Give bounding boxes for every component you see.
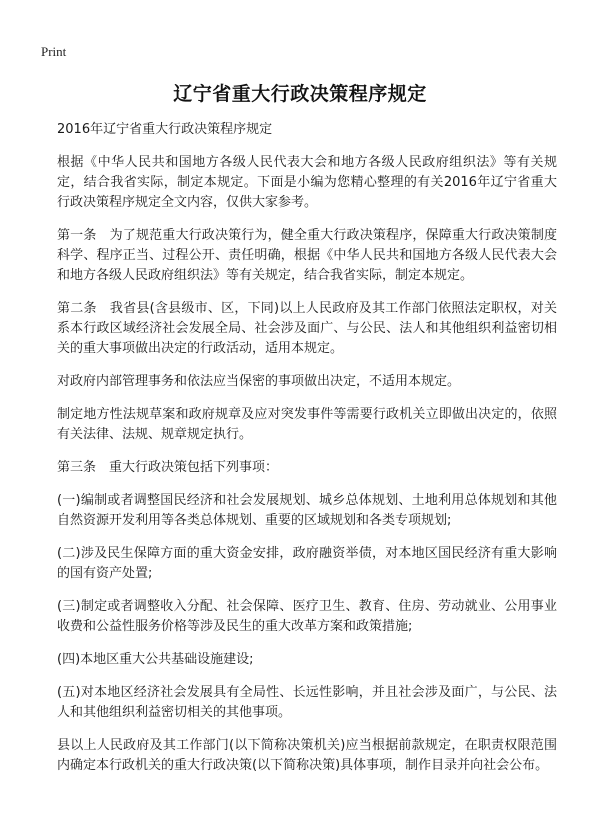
paragraph-article-1: 第一条 为了规范重大行政决策行为，健全重大行政决策程序，保障重大行政决策制度科学、程序正当、过程公开、责任明确，根据《中华人民共和国地方各级人民代表大会和地方各级人民政府组织法》等有关规定，结合我省实际，制定本规定。 [57, 228, 557, 283]
paragraph-item-2: (二)涉及民生保障方面的重大资金安排，政府融资举债，对本地区国民经济有重大影响的国有资产处置; [57, 546, 557, 581]
paragraph-item-1: (一)编制或者调整国民经济和社会发展规划、城乡总体规划、土地利用总体规划和其他自然资源开发利用等各类总体规划、重要的区域规划和各类专项规划; [57, 493, 557, 528]
paragraph-article-2-exception: 制定地方性法规草案和政府规章及应对突发事件等需要行政机关立即做出决定的，依照有关法律、法规、规章规定执行。 [57, 407, 557, 442]
paragraph-intro: 根据《中华人民共和国地方各级人民代表大会和地方各级人民政府组织法》等有关规定，结合我省实际，制定本规定。下面是小编为您精心整理的有关2016年辽宁省重大行政决策程序规定全文内容，仅供大家参考。 [57, 155, 557, 210]
paragraph-article-3-scope: 县以上人民政府及其工作部门(以下简称决策机关)应当根据前款规定，在职责权限范围内确定本行政机关的重大行政决策(以下简称决策)具体事项，制作目录并向社会公布。 [57, 738, 557, 773]
paragraph-item-3: (三)制定或者调整收入分配、社会保障、医疗卫生、教育、住房、劳动就业、公用事业收费和公益性服务价格等涉及民生的重大改革方案和政策措施; [57, 599, 557, 634]
paragraph-item-4: (四)本地区重大公共基础设施建设; [57, 652, 254, 667]
print-link[interactable]: Print [41, 44, 67, 59]
paragraph-article-2: 第二条 我省县(含县级市、区，下同)以上人民政府及其工作部门依照法定职权，对关系本行政区域经济社会发展全局、社会涉及面广、与公民、法人和其他组织利益密切相关的重大事项做出决定的行政活动，适用本规定。 [57, 301, 557, 356]
document-title: 辽宁省重大行政决策程序规定 [173, 83, 427, 105]
document-body [57, 120, 557, 789]
paragraph-article-3: 第三条 重大行政决策包括下列事项： [57, 460, 279, 475]
document-subtitle: 2016年辽宁省重大行政决策程序规定 [57, 122, 273, 137]
paragraph-item-5: (五)对本地区经济社会发展具有全局性、长远性影响，并且社会涉及面广，与公民、法人和其他组织利益密切相关的其他事项。 [57, 685, 557, 720]
paragraph-article-2-exclusion: 对政府内部管理事务和依法应当保密的事项做出决定，不适用本规定。 [57, 374, 461, 389]
